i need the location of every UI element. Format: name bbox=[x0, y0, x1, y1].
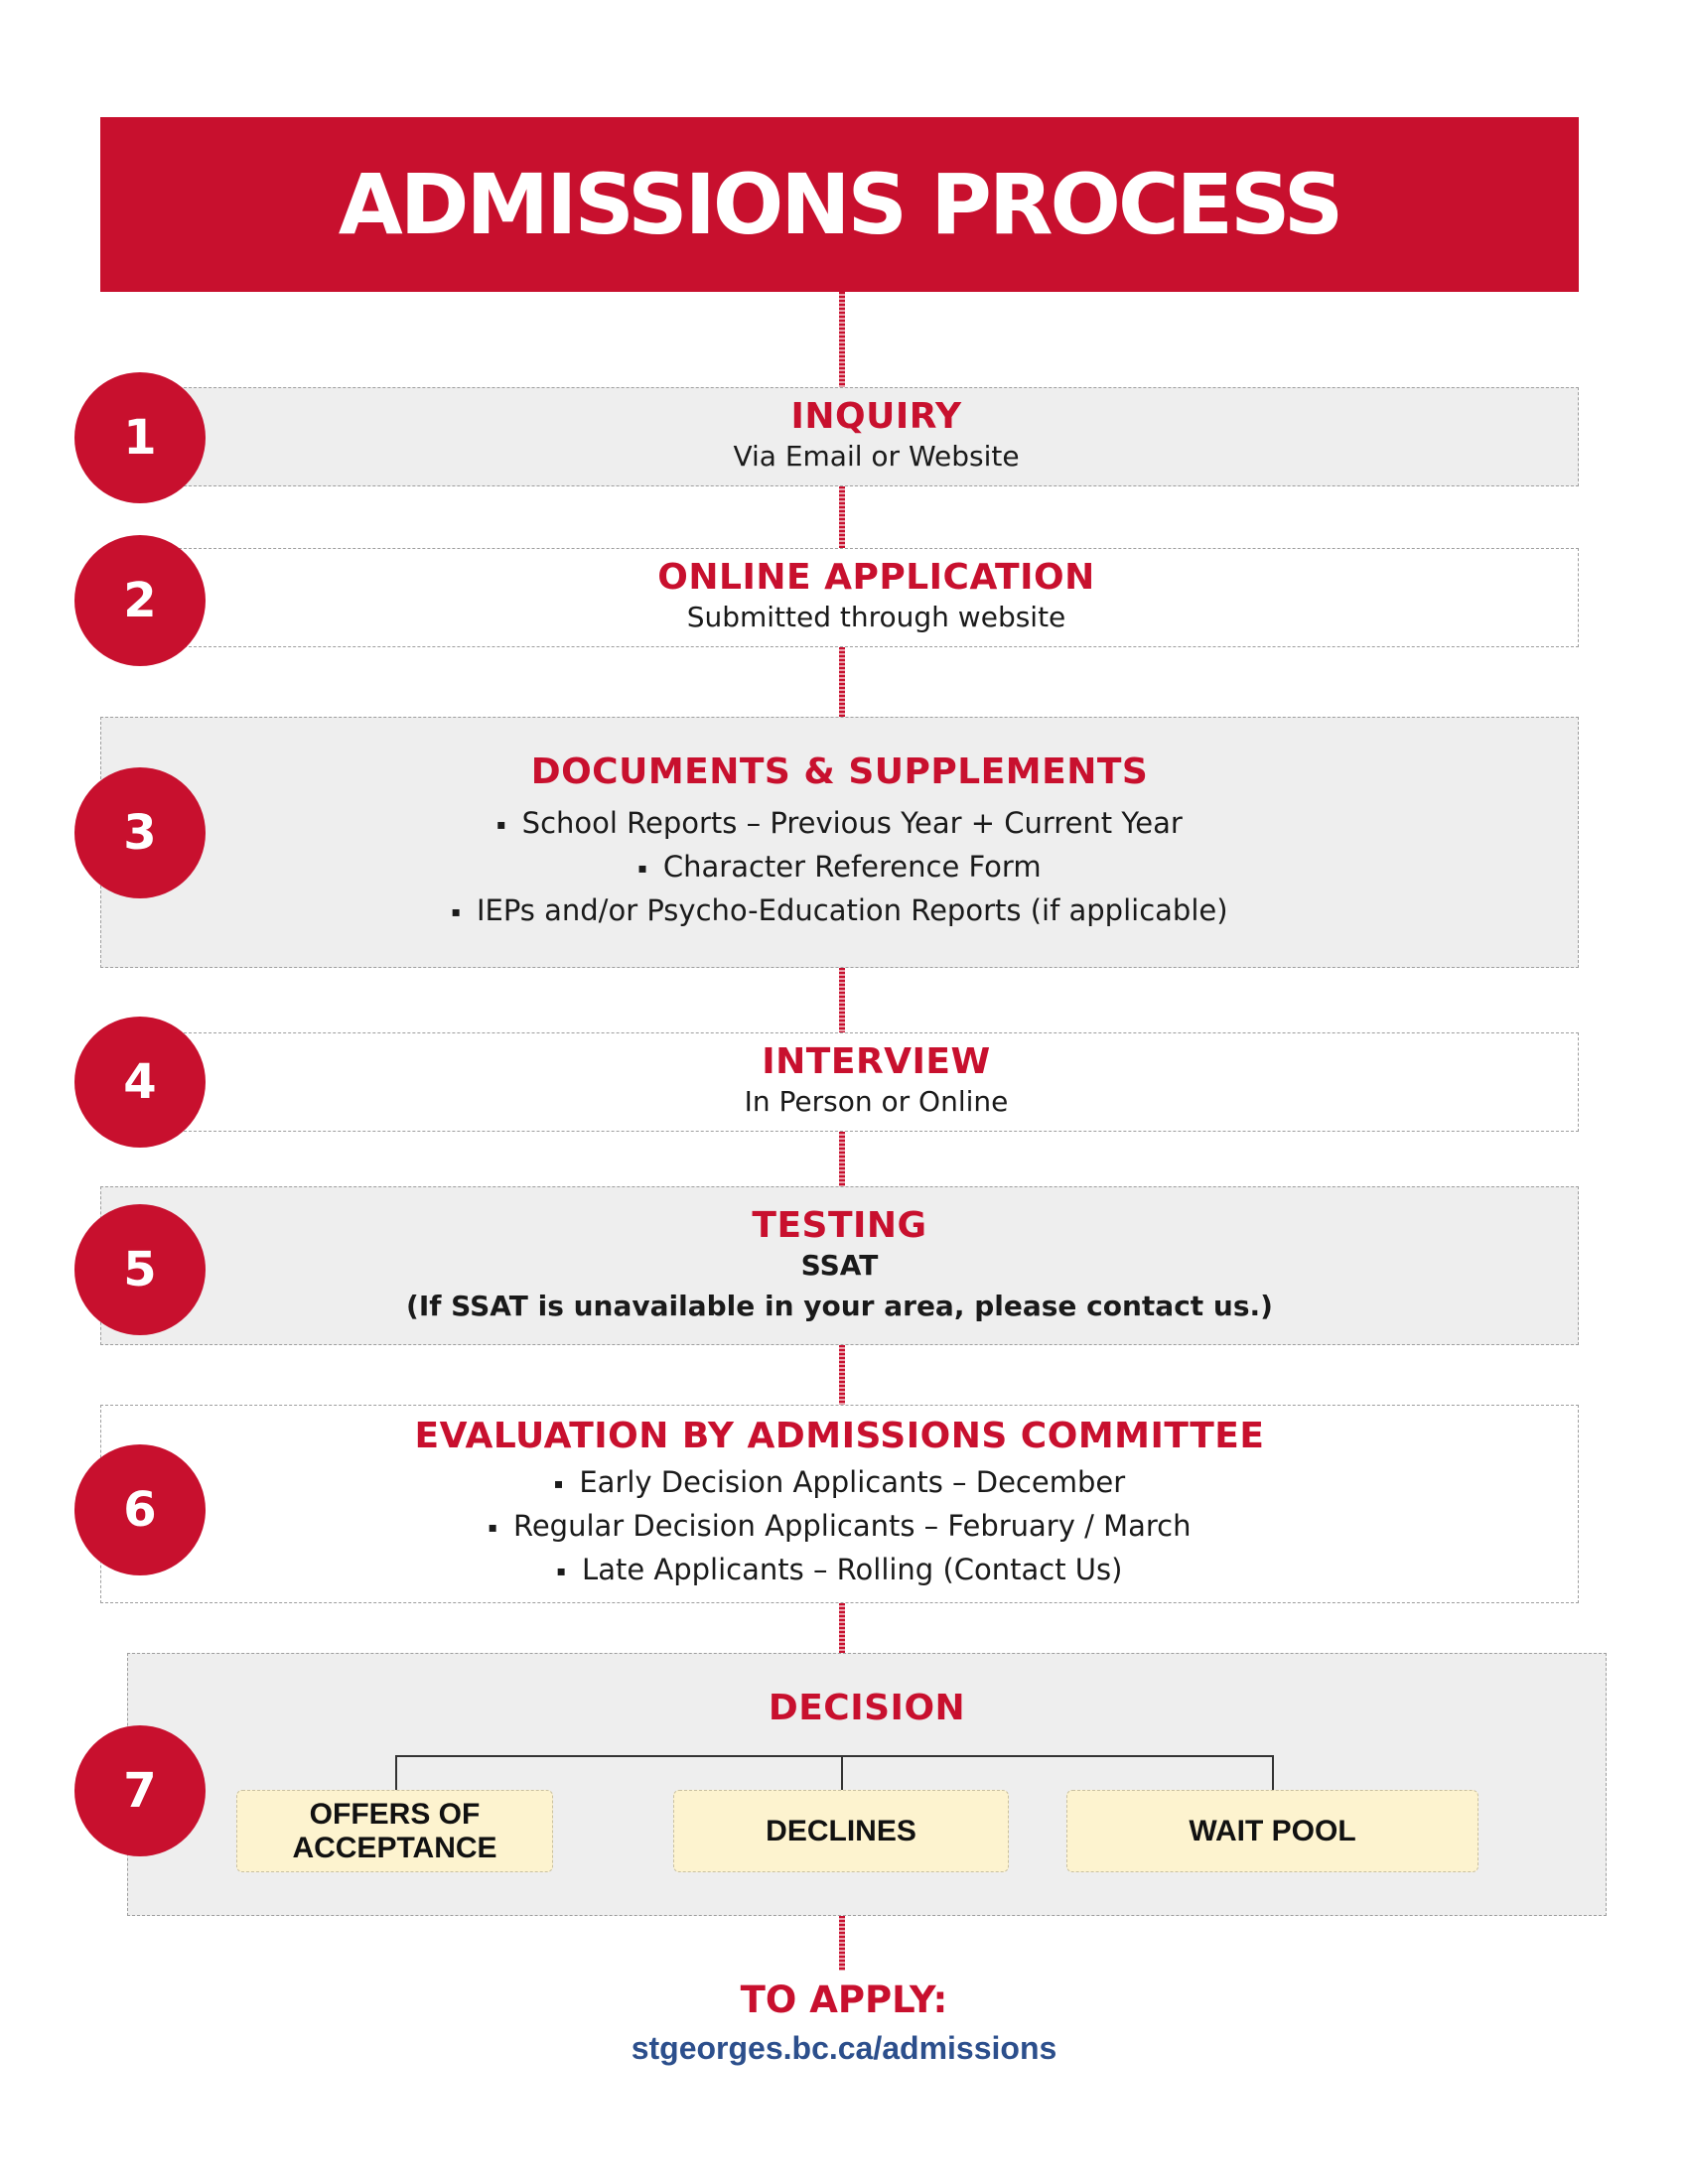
step-1-number: 1 bbox=[123, 410, 157, 466]
step-7-card bbox=[127, 1653, 1607, 1916]
connector-line bbox=[839, 1345, 845, 1405]
step-5-number-badge bbox=[74, 1204, 206, 1335]
step-3-number: 3 bbox=[123, 805, 157, 861]
list-item: ▪ Late Applicants – Rolling (Contact Us) bbox=[488, 1549, 1191, 1592]
step-4-card bbox=[174, 1032, 1579, 1132]
step-6-bullet-list bbox=[488, 1461, 1191, 1592]
step-1-card bbox=[174, 387, 1579, 486]
list-item: ▪ IEPs and/or Psycho-Education Reports (if applicable) bbox=[451, 889, 1227, 933]
step-5-title: TESTING bbox=[752, 1204, 927, 1246]
list-item: ▪ School Reports – Previous Year + Current Year bbox=[451, 802, 1227, 846]
apply-label: TO APPLY: bbox=[740, 1979, 948, 2021]
outcome-declines bbox=[673, 1790, 1009, 1872]
step-6-card bbox=[100, 1405, 1579, 1603]
step-2-title: ONLINE APPLICATION bbox=[657, 557, 1095, 598]
step-6-number: 6 bbox=[123, 1482, 157, 1538]
branch-connector bbox=[841, 1755, 843, 1790]
connector-line bbox=[839, 1916, 845, 1971]
step-3-title: DOCUMENTS & SUPPLEMENTS bbox=[530, 751, 1149, 792]
outcome-label: WAIT POOL bbox=[1189, 1814, 1356, 1847]
connector-line bbox=[839, 292, 845, 387]
step-5-note: (If SSAT is unavailable in your area, please contact us.) bbox=[406, 1289, 1273, 1322]
connector-line bbox=[839, 647, 845, 717]
outcome-label: DECLINES bbox=[766, 1814, 916, 1847]
outcome-label: OFFERS OF ACCEPTANCE bbox=[292, 1797, 497, 1864]
step-7-title: DECISION bbox=[768, 1688, 966, 1728]
branch-connector bbox=[1272, 1755, 1274, 1790]
step-7-number-badge bbox=[74, 1725, 206, 1856]
page-title: ADMISSIONS PROCESS bbox=[338, 156, 1341, 253]
step-4-title: INTERVIEW bbox=[762, 1041, 991, 1082]
list-item: ▪ Character Reference Form bbox=[451, 846, 1227, 889]
outcome-offers-of-acceptance bbox=[236, 1790, 553, 1872]
step-1-number-badge bbox=[74, 372, 206, 503]
list-item: ▪ Regular Decision Applicants – February / March bbox=[488, 1505, 1191, 1549]
step-2-card bbox=[174, 548, 1579, 647]
connector-line bbox=[839, 1603, 845, 1653]
step-5-subtitle: SSAT bbox=[800, 1249, 879, 1283]
step-4-subtitle: In Person or Online bbox=[744, 1085, 1009, 1119]
step-6-title: EVALUATION BY ADMISSIONS COMMITTEE bbox=[414, 1416, 1265, 1457]
step-6-number-badge bbox=[74, 1444, 206, 1575]
list-item: ▪ Early Decision Applicants – December bbox=[488, 1461, 1191, 1505]
apply-link[interactable]: stgeorges.bc.ca/admissions bbox=[631, 2030, 1057, 2066]
step-2-number-badge bbox=[74, 535, 206, 666]
step-5-number: 5 bbox=[123, 1242, 157, 1297]
connector-line bbox=[839, 1132, 845, 1186]
branch-connector-horizontal bbox=[395, 1755, 1274, 1757]
step-1-title: INQUIRY bbox=[790, 396, 962, 437]
step-3-card bbox=[100, 717, 1579, 968]
step-1-subtitle: Via Email or Website bbox=[733, 440, 1020, 474]
step-2-number: 2 bbox=[123, 573, 157, 628]
step-3-bullet-list bbox=[451, 802, 1227, 933]
connector-line bbox=[839, 968, 845, 1032]
branch-connector bbox=[395, 1755, 397, 1790]
step-7-number: 7 bbox=[123, 1763, 157, 1819]
step-5-card bbox=[100, 1186, 1579, 1345]
step-4-number-badge bbox=[74, 1017, 206, 1148]
step-2-subtitle: Submitted through website bbox=[686, 601, 1066, 634]
step-3-number-badge bbox=[74, 767, 206, 898]
step-4-number: 4 bbox=[123, 1054, 157, 1110]
outcome-wait-pool bbox=[1066, 1790, 1478, 1872]
connector-line bbox=[839, 486, 845, 548]
page-title-banner bbox=[100, 117, 1579, 292]
